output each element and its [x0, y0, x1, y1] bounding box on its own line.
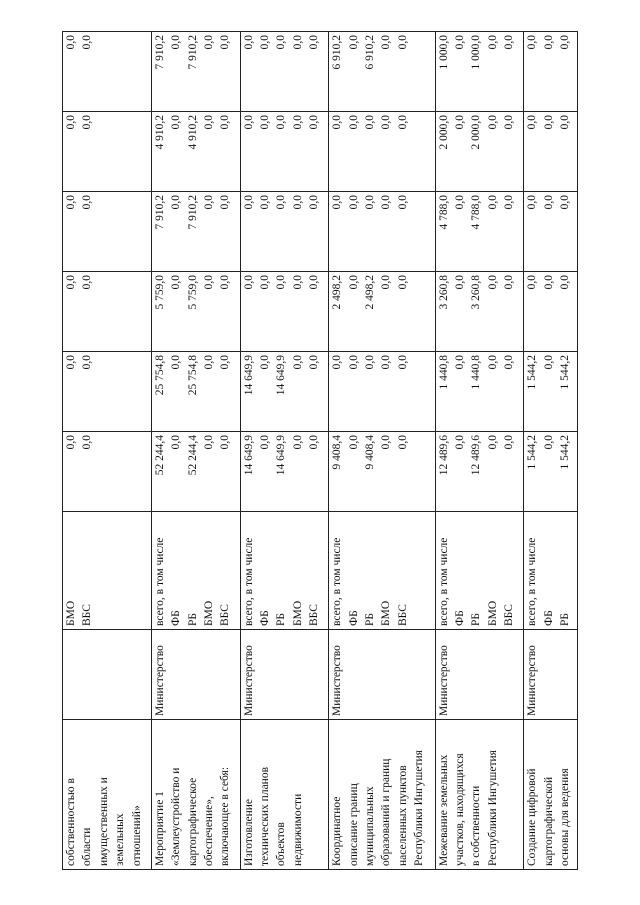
funding-source-label: ФБ	[347, 610, 360, 626]
amount-value: 0,0	[503, 115, 516, 130]
amount-value: 0,0	[486, 355, 499, 370]
amount-value: 0,0	[503, 35, 516, 50]
amount-cell	[240, 352, 329, 432]
amount-value: 0,0	[81, 195, 94, 210]
funding-source-label: ВБС	[503, 604, 516, 626]
amount-cell	[435, 192, 524, 272]
event-name-line: картографическое	[186, 777, 199, 866]
event-name-line: Республики Ингушетия	[486, 750, 499, 866]
amount-value: 0,0	[364, 355, 377, 370]
funding-source-label: всего, в том числе	[242, 537, 255, 626]
event-name-line: Координатное	[331, 796, 344, 866]
amount-cell	[524, 432, 578, 512]
amount-value: 2 498,2	[331, 275, 344, 310]
amount-value: 0,0	[526, 35, 539, 50]
amount-value: 0,0	[65, 115, 77, 130]
amount-value: 0,0	[453, 355, 466, 370]
amount-value: 14 649,9	[242, 435, 255, 476]
amount-value: 0,0	[170, 195, 183, 210]
event-name-line: области	[81, 827, 94, 866]
amount-value: 0,0	[202, 275, 215, 290]
funding-source-cell	[435, 512, 524, 630]
amount-value: 14 649,9	[275, 435, 288, 476]
funding-source-label: БМО	[486, 600, 499, 626]
amount-value: 0,0	[559, 275, 572, 290]
funding-source-cell	[240, 512, 329, 630]
table-row	[524, 32, 578, 870]
amount-value: 0,0	[275, 195, 288, 210]
amount-value: 0,0	[291, 35, 304, 50]
amount-cell	[63, 32, 152, 112]
funding-source-label: ФБ	[453, 610, 466, 626]
amount-value: 0,0	[453, 275, 466, 290]
executor-cell: Министерство	[524, 630, 578, 720]
event-name-line: собственностью в	[65, 778, 77, 866]
amount-cell	[240, 112, 329, 192]
amount-value: 0,0	[170, 115, 183, 130]
event-name-line: Межевание земельных	[437, 754, 450, 866]
amount-cell	[524, 272, 578, 352]
amount-value: 0,0	[219, 195, 232, 210]
event-name-cell	[63, 720, 152, 870]
funding-source-cell	[63, 512, 152, 630]
amount-cell	[63, 352, 152, 432]
amount-value: 0,0	[258, 35, 271, 50]
amount-cell	[63, 432, 152, 512]
table-row	[151, 32, 240, 870]
amount-cell	[329, 192, 435, 272]
amount-cell	[63, 192, 152, 272]
amount-value: 0,0	[542, 435, 555, 450]
amount-value: 0,0	[380, 275, 393, 290]
funding-source-label: БМО	[291, 600, 304, 626]
budget-table	[62, 31, 578, 870]
amount-value: 7 910,2	[186, 35, 199, 70]
amount-cell	[329, 32, 435, 112]
event-name-line: Создание цифровой	[526, 768, 539, 866]
amount-value: 0,0	[559, 115, 572, 130]
funding-source-cell	[151, 512, 240, 630]
amount-value: 0,0	[453, 115, 466, 130]
amount-value: 0,0	[308, 435, 321, 450]
amount-cell	[524, 112, 578, 192]
funding-source-label: РБ	[275, 613, 288, 626]
funding-source-label: всего, в том числе	[437, 537, 450, 626]
event-name-line: основы для ведения	[559, 768, 572, 866]
amount-value: 0,0	[291, 115, 304, 130]
event-name-line: образований и границ	[380, 758, 393, 866]
amount-value: 1 544,2	[559, 355, 572, 390]
amount-value: 0,0	[81, 435, 94, 450]
event-name-line	[501, 723, 517, 866]
amount-value: 0,0	[242, 115, 255, 130]
event-name-line: технических планов	[258, 766, 271, 866]
amount-value: 0,0	[170, 355, 183, 370]
amount-value: 1 000,0	[437, 35, 450, 70]
funding-source-label: всего, в том числе	[331, 537, 344, 626]
amount-cell	[524, 352, 578, 432]
amount-value: 7 910,2	[153, 195, 166, 230]
amount-cell	[240, 272, 329, 352]
amount-cell	[151, 352, 240, 432]
executor-cell: Министерство	[435, 630, 524, 720]
amount-value: 6 910,2	[331, 35, 344, 70]
amount-value: 0,0	[258, 275, 271, 290]
funding-source-cell	[524, 512, 578, 630]
amount-value: 0,0	[542, 195, 555, 210]
amount-value: 14 649,9	[275, 355, 288, 396]
funding-source-label: ФБ	[542, 610, 555, 626]
amount-value: 0,0	[380, 35, 393, 50]
event-name-line: картографической	[542, 776, 555, 866]
amount-value: 0,0	[258, 435, 271, 450]
amount-value: 0,0	[202, 355, 215, 370]
amount-cell	[329, 112, 435, 192]
amount-value: 0,0	[503, 435, 516, 450]
amount-cell	[435, 432, 524, 512]
amount-value: 0,0	[380, 195, 393, 210]
amount-value: 0,0	[486, 35, 499, 50]
event-name-line: муниципальных	[364, 786, 377, 866]
amount-value: 0,0	[242, 195, 255, 210]
rotated-table-container	[62, 32, 578, 870]
amount-value: 0,0	[258, 355, 271, 370]
amount-value: 0,0	[380, 115, 393, 130]
amount-value: 0,0	[81, 35, 94, 50]
amount-value: 0,0	[275, 35, 288, 50]
amount-value: 0,0	[65, 355, 77, 370]
funding-source-cell	[329, 512, 435, 630]
amount-cell	[524, 192, 578, 272]
amount-cell	[240, 192, 329, 272]
funding-source-label: РБ	[364, 613, 377, 626]
amount-cell	[435, 32, 524, 112]
amount-cell	[151, 192, 240, 272]
amount-value: 0,0	[308, 195, 321, 210]
event-name-line: отношений»	[130, 805, 143, 866]
amount-value: 0,0	[542, 115, 555, 130]
amount-value: 0,0	[331, 115, 344, 130]
executor-cell: Министерство	[329, 630, 435, 720]
event-name-line: обеспечение»,	[202, 796, 215, 866]
amount-value: 0,0	[486, 435, 499, 450]
table-row	[240, 32, 329, 870]
amount-value: 12 489,6	[437, 435, 450, 476]
amount-value: 1 440,8	[437, 355, 450, 390]
amount-value: 6 910,2	[364, 35, 377, 70]
amount-value: 0,0	[347, 355, 360, 370]
amount-value: 0,0	[291, 195, 304, 210]
event-name-line: имущественных и	[97, 777, 110, 866]
amount-cell	[151, 432, 240, 512]
amount-value: 0,0	[347, 435, 360, 450]
amount-value: 3 260,8	[437, 275, 450, 310]
amount-value: 0,0	[364, 195, 377, 210]
table-row	[329, 32, 435, 870]
amount-value: 2 498,2	[364, 275, 377, 310]
amount-value: 0,0	[258, 115, 271, 130]
amount-value: 2 000,0	[470, 115, 483, 150]
amount-value: 0,0	[503, 195, 516, 210]
event-name-line: описание границ	[347, 783, 360, 866]
amount-value: 0,0	[526, 195, 539, 210]
funding-source-label: БМО	[65, 600, 77, 626]
event-name-line: объектов	[275, 822, 288, 866]
executor-cell: Министерство	[240, 630, 329, 720]
event-name-line: Изготовление	[242, 798, 255, 866]
amount-value: 9 408,4	[364, 435, 377, 470]
amount-cell	[435, 352, 524, 432]
amount-value: 0,0	[453, 195, 466, 210]
event-name-line: недвижимости	[291, 793, 304, 866]
event-name-line: «Землеустройство и	[170, 767, 183, 866]
amount-value: 0,0	[219, 115, 232, 130]
executor-cell	[63, 630, 152, 720]
amount-value: 0,0	[453, 435, 466, 450]
amount-value: 0,0	[364, 115, 377, 130]
amount-value: 0,0	[308, 275, 321, 290]
amount-value: 0,0	[526, 275, 539, 290]
amount-value: 4 788,0	[437, 195, 450, 230]
table-row	[435, 32, 524, 870]
amount-value: 0,0	[242, 275, 255, 290]
amount-cell	[524, 32, 578, 112]
amount-value: 0,0	[380, 355, 393, 370]
amount-value: 0,0	[81, 115, 94, 130]
amount-value: 0,0	[486, 115, 499, 130]
amount-value: 0,0	[503, 355, 516, 370]
amount-value: 14 649,9	[242, 355, 255, 396]
event-name-line: Республики Ингушетия	[413, 750, 426, 866]
event-name-line: участков, находящихся	[453, 753, 466, 866]
amount-value: 0,0	[559, 195, 572, 210]
amount-value: 0,0	[308, 355, 321, 370]
event-name-cell	[240, 720, 329, 870]
amount-value: 0,0	[396, 35, 409, 50]
amount-value: 0,0	[291, 275, 304, 290]
amount-value: 0,0	[486, 195, 499, 210]
amount-cell	[240, 32, 329, 112]
amount-value: 0,0	[308, 35, 321, 50]
amount-cell	[151, 32, 240, 112]
funding-source-label: РБ	[559, 613, 572, 626]
amount-value: 0,0	[202, 435, 215, 450]
amount-value: 0,0	[65, 195, 77, 210]
amount-cell	[329, 432, 435, 512]
funding-source-label: ВБС	[219, 604, 232, 626]
amount-value: 2 000,0	[437, 115, 450, 150]
amount-value: 0,0	[347, 115, 360, 130]
amount-cell	[329, 352, 435, 432]
amount-value: 0,0	[453, 35, 466, 50]
amount-value: 0,0	[380, 435, 393, 450]
amount-value: 25 754,8	[153, 355, 166, 396]
funding-source-label: БМО	[202, 600, 215, 626]
event-name-line: населенных пунктов	[396, 765, 409, 866]
amount-cell	[435, 272, 524, 352]
amount-value: 0,0	[219, 435, 232, 450]
event-name-cell	[151, 720, 240, 870]
event-name-cell	[524, 720, 578, 870]
amount-value: 0,0	[396, 435, 409, 450]
amount-value: 0,0	[347, 195, 360, 210]
amount-value: 1 440,8	[470, 355, 483, 390]
amount-value: 0,0	[503, 275, 516, 290]
amount-value: 0,0	[291, 355, 304, 370]
event-name-line: Мероприятие 1	[153, 791, 166, 866]
event-name-line: земельных	[114, 813, 127, 866]
funding-source-label: ФБ	[258, 610, 271, 626]
amount-value: 0,0	[542, 355, 555, 370]
amount-value: 52 244,4	[186, 435, 199, 476]
amount-value: 1 544,2	[526, 355, 539, 390]
event-name-cell	[435, 720, 524, 870]
amount-value: 0,0	[542, 275, 555, 290]
amount-value: 0,0	[81, 355, 94, 370]
event-name-line: в собственности	[470, 785, 483, 866]
event-name-cell	[329, 720, 435, 870]
amount-value: 0,0	[396, 355, 409, 370]
amount-value: 5 759,0	[186, 275, 199, 310]
amount-value: 0,0	[65, 35, 77, 50]
amount-value: 0,0	[275, 275, 288, 290]
executor-cell: Министерство	[151, 630, 240, 720]
amount-cell	[329, 272, 435, 352]
amount-value: 0,0	[396, 115, 409, 130]
amount-value: 0,0	[202, 195, 215, 210]
amount-value: 0,0	[81, 275, 94, 290]
amount-value: 3 260,8	[470, 275, 483, 310]
amount-cell	[151, 272, 240, 352]
amount-value: 0,0	[347, 35, 360, 50]
amount-value: 0,0	[258, 195, 271, 210]
funding-source-label: ВБС	[308, 604, 321, 626]
funding-source-label: ВБС	[81, 604, 94, 626]
amount-value: 0,0	[308, 115, 321, 130]
funding-source-label: всего, в том числе	[526, 537, 539, 626]
amount-value: 7 910,2	[186, 195, 199, 230]
amount-value: 0,0	[170, 35, 183, 50]
amount-cell	[63, 272, 152, 352]
amount-value: 0,0	[331, 355, 344, 370]
amount-value: 0,0	[542, 35, 555, 50]
amount-value: 0,0	[347, 275, 360, 290]
amount-value: 4 910,2	[186, 115, 199, 150]
amount-value: 0,0	[291, 435, 304, 450]
amount-value: 0,0	[219, 35, 232, 50]
amount-cell	[151, 112, 240, 192]
funding-source-label: всего, в том числе	[153, 537, 166, 626]
amount-value: 0,0	[486, 275, 499, 290]
amount-value: 0,0	[170, 275, 183, 290]
funding-source-label: РБ	[186, 613, 199, 626]
amount-cell	[240, 432, 329, 512]
amount-value: 4 910,2	[153, 115, 166, 150]
amount-value: 0,0	[65, 435, 77, 450]
amount-value: 12 489,6	[470, 435, 483, 476]
funding-source-label: ВБС	[396, 604, 409, 626]
amount-value: 0,0	[396, 275, 409, 290]
table-row	[63, 32, 152, 870]
amount-value: 1 544,2	[559, 435, 572, 470]
amount-value: 5 759,0	[153, 275, 166, 310]
amount-value: 0,0	[559, 35, 572, 50]
amount-value: 7 910,2	[153, 35, 166, 70]
funding-source-label: БМО	[380, 600, 393, 626]
amount-value: 1 000,0	[470, 35, 483, 70]
amount-value: 4 788,0	[470, 195, 483, 230]
funding-source-label: РБ	[470, 613, 483, 626]
funding-source-label: ФБ	[170, 610, 183, 626]
amount-value: 0,0	[170, 435, 183, 450]
amount-value: 25 754,8	[186, 355, 199, 396]
amount-value: 1 544,2	[526, 435, 539, 470]
amount-value: 9 408,4	[331, 435, 344, 470]
event-name-line	[306, 723, 322, 866]
event-name-line: включающее в себя:	[219, 766, 232, 866]
amount-value: 0,0	[65, 275, 77, 290]
amount-value: 0,0	[526, 115, 539, 130]
amount-value: 0,0	[219, 355, 232, 370]
amount-value: 0,0	[275, 115, 288, 130]
amount-value: 52 244,4	[153, 435, 166, 476]
amount-cell	[435, 112, 524, 192]
amount-cell	[63, 112, 152, 192]
amount-value: 0,0	[202, 115, 215, 130]
amount-value: 0,0	[242, 35, 255, 50]
amount-value: 0,0	[202, 35, 215, 50]
amount-value: 0,0	[396, 195, 409, 210]
amount-value: 0,0	[219, 275, 232, 290]
amount-value: 0,0	[331, 195, 344, 210]
